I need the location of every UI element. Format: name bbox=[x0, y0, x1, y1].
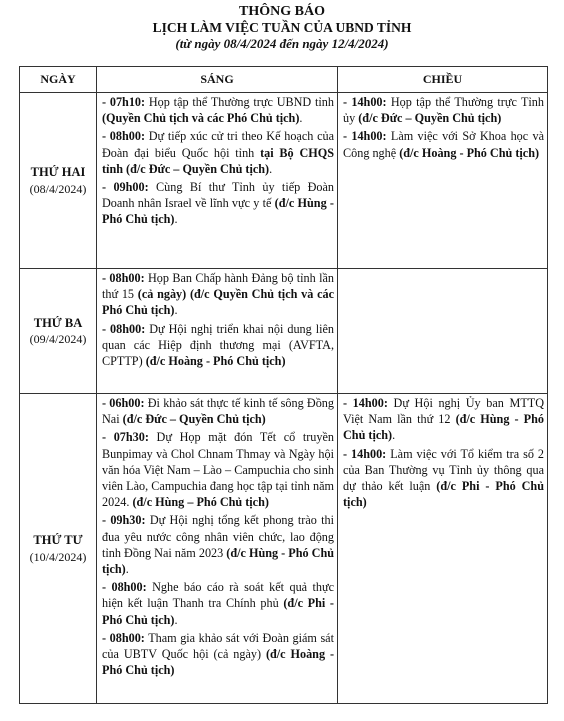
item-end: . bbox=[174, 303, 178, 318]
item-time: - 08h00: bbox=[102, 271, 145, 285]
schedule-item bbox=[102, 270, 334, 319]
afternoon-cell bbox=[338, 394, 548, 704]
day-name: THỨ HAI bbox=[30, 165, 86, 180]
item-time: - 14h00: bbox=[343, 446, 387, 461]
schedule-item bbox=[102, 512, 334, 577]
item-assignee: (đ/c Hùng - Phó Chủ tịch) bbox=[343, 412, 544, 443]
day-date: (10/4/2024) bbox=[29, 549, 87, 564]
table-row bbox=[20, 269, 548, 394]
item-assignee: (đ/c Hùng – Phó Chủ tịch) bbox=[132, 495, 269, 510]
day-name: THỨ TƯ bbox=[33, 533, 83, 548]
schedule-item bbox=[102, 128, 334, 177]
item-end: . bbox=[174, 212, 178, 227]
item-time: - 08h00: bbox=[102, 630, 145, 645]
item-assignee: (đ/c Hoàng - Phó Chủ tịch) bbox=[145, 354, 286, 369]
item-text: Dự tiếp xúc cử tri theo Kế hoạch của Đoàn đại biểu Quốc hội tỉnh bbox=[102, 129, 334, 160]
schedule-item bbox=[102, 321, 334, 370]
date-range: (từ ngày 08/4/2024 đến ngày 12/4/2024) bbox=[175, 36, 389, 51]
schedule-item bbox=[343, 128, 544, 160]
item-time: - 08h00: bbox=[102, 321, 146, 336]
item-text: Nghe báo cáo rà soát kết quả thực hiện kết luận Thanh tra Chính phủ bbox=[102, 580, 334, 611]
item-assignee: (cả ngày) (đ/c Quyền Chủ tịch và các Phó Chủ tịch) bbox=[102, 287, 334, 318]
item-time: - 08h00: bbox=[102, 580, 147, 595]
item-text: Tham gia khảo sát với Đoàn giám sát của UBTV Quốc hội (cả ngày) bbox=[102, 630, 334, 662]
header-morning: SÁNG bbox=[97, 67, 338, 93]
item-assignee: (đ/c Hùng - Phó Chủ tịch) bbox=[102, 196, 334, 227]
item-time: - 14h00: bbox=[343, 129, 387, 144]
item-end: . bbox=[299, 111, 303, 126]
item-text: Dự Hội nghị Ủy ban MTTQ Việt Nam lần thứ 12 bbox=[343, 396, 545, 427]
item-assignee: (đ/c Hoàng - Phó Chủ tịch) bbox=[102, 647, 335, 678]
day-name: THỨ BA bbox=[33, 315, 83, 330]
item-text: Họp Ban Chấp hành Đảng bộ tỉnh lần thứ 15 bbox=[102, 271, 334, 302]
item-time: - 14h00: bbox=[343, 95, 387, 109]
schedule-table bbox=[19, 66, 548, 704]
item-assignee: (đ/c Hoàng - Phó Chủ tịch) bbox=[399, 145, 540, 160]
item-time: - 06h00: bbox=[102, 396, 145, 410]
schedule-item bbox=[102, 94, 334, 126]
day-cell bbox=[20, 394, 97, 704]
item-time: - 09h30: bbox=[102, 513, 146, 528]
item-assignee: (Quyền Chủ tịch và các Phó Chủ tịch) bbox=[102, 111, 300, 126]
table-row bbox=[20, 93, 548, 269]
item-time: - 08h00: bbox=[102, 129, 146, 144]
table-row bbox=[20, 394, 548, 704]
item-time: - 14h00: bbox=[343, 396, 388, 410]
item-text: Làm việc với Tổ kiểm tra số 2 của Ban Thường vụ Tỉnh ủy thông qua dự thảo kết luận bbox=[343, 446, 545, 494]
item-time: - 07h10: bbox=[102, 95, 146, 109]
schedule-item bbox=[343, 395, 544, 444]
item-end: . bbox=[392, 428, 396, 443]
day-cell bbox=[20, 269, 97, 394]
day-date: (09/4/2024) bbox=[29, 332, 87, 346]
item-end: . bbox=[269, 161, 273, 176]
notice-title: THÔNG BÁO bbox=[239, 4, 325, 19]
schedule-item bbox=[102, 179, 334, 228]
document-header bbox=[0, 4, 564, 52]
header-day: NGÀY bbox=[20, 67, 97, 93]
item-text: Họp tập thể Thường trực UBND tỉnh bbox=[145, 95, 334, 109]
item-assignee: (đ/c Phi - Phó Chủ tịch) bbox=[102, 596, 334, 627]
item-text: Dự Hội nghị triển khai nội dung liên quan các Hiệp định thương mại (AVFTA, CPTTP) bbox=[102, 321, 334, 369]
day-date: (08/4/2024) bbox=[29, 181, 87, 196]
schedule-item bbox=[102, 395, 334, 427]
item-time: - 07h30: bbox=[102, 430, 149, 445]
item-end: . bbox=[125, 562, 129, 577]
item-assignee: (đ/c Đức – Quyền Chủ tịch) bbox=[122, 412, 266, 427]
morning-cell bbox=[97, 394, 338, 704]
afternoon-cell bbox=[338, 93, 548, 269]
item-assignee: (đ/c Đức – Quyền Chủ tịch) bbox=[358, 111, 502, 126]
day-cell bbox=[20, 93, 97, 269]
item-text: Dự Hội nghị tổng kết phong trào thi đua yêu nước công nhân viên chức, lao động tỉnh Đồng Nai năm 2023 bbox=[102, 513, 334, 560]
table-header-row bbox=[20, 67, 548, 93]
afternoon-cell bbox=[338, 269, 548, 394]
item-text: Họp tập thể Thường trực Tỉnh ủy bbox=[343, 95, 544, 126]
schedule-item bbox=[343, 94, 544, 126]
item-text: Làm việc với Sở Khoa học và Công nghệ bbox=[343, 129, 544, 160]
item-end: . bbox=[174, 612, 178, 627]
item-assignee: (đ/c Hùng - Phó Chủ tịch) bbox=[102, 545, 334, 577]
item-text: Đi khảo sát thực tế kinh tế sông Đồng Nai bbox=[102, 396, 334, 427]
schedule-item bbox=[102, 429, 334, 510]
notice-subtitle: LỊCH LÀM VIỆC TUẦN CỦA UBND TỈNH bbox=[152, 20, 412, 35]
schedule-item bbox=[102, 630, 334, 679]
schedule-item bbox=[343, 446, 544, 511]
schedule-item bbox=[102, 579, 334, 628]
morning-cell bbox=[97, 93, 338, 269]
morning-cell bbox=[97, 269, 338, 394]
header-afternoon: CHIỀU bbox=[338, 67, 548, 93]
item-assignee: tại Bộ CHQS tỉnh (đ/c Đức – Quyền Chủ tịch) bbox=[102, 145, 334, 176]
item-assignee: (đ/c Phi - Phó Chủ tịch) bbox=[343, 479, 544, 510]
item-text: Dự Họp mặt đón Tết cổ truyền Bunpimay và Chol Chnam Thmay và Ngày hội văn hóa Việt Nam – Lào – Campuchia cho sinh viên Lào, Campuchia đang học tập tại tỉnh năm 2024. bbox=[102, 430, 334, 510]
item-time: - 09h00: bbox=[102, 180, 149, 195]
item-text: Cùng Bí thư Tỉnh ủy tiếp Đoàn Doanh nhân Israel về lĩnh vực y tế bbox=[102, 180, 334, 211]
